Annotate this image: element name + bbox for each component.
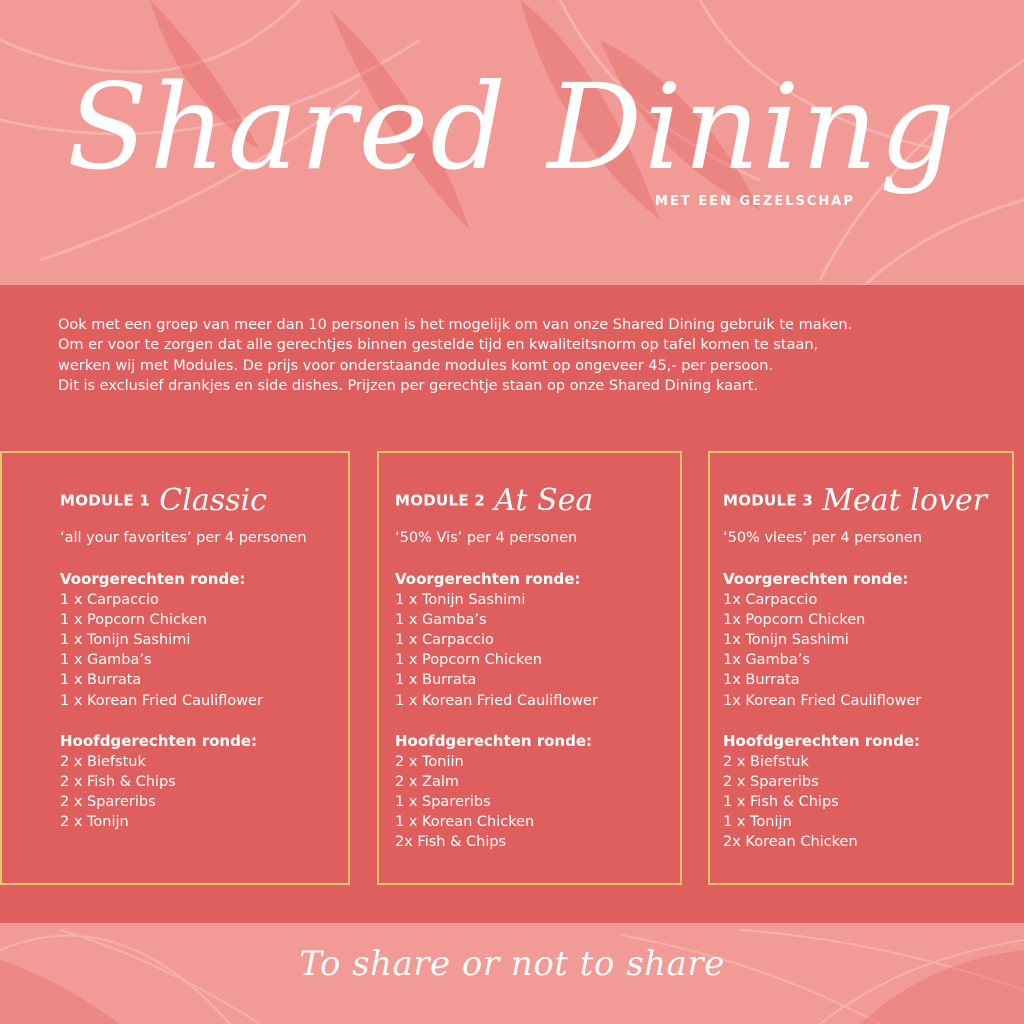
intro-line: werken wij met Modules. De prijs voor onderstaande modules komt op ongeveer 45,- per persoon. [58,357,774,374]
module-label: MODULE 3 [723,491,814,510]
mains-list [60,752,257,833]
list-item: 1 x Fish & Chips [723,793,839,810]
module-card-1 [0,451,350,885]
module-heading [60,483,267,518]
list-item: 1 x Tonijn Sashimi [60,631,191,648]
list-item: 2 x Tonijn [60,814,129,831]
list-item: 2 x Fish & Chips [60,773,176,790]
mains-title: Hoofdgerechten ronde: [723,732,921,750]
page-subtitle: MET EEN GEZELSCHAP [655,194,855,209]
list-item: 1x Carpaccio [723,591,818,608]
module-tagline: ‘all your favorites’ per 4 personen [60,530,307,546]
list-item: 1 x Spareribs [395,793,491,810]
list-item: 2 x Spareribs [723,773,819,790]
mains-section [395,731,592,853]
list-item: 1 x Korean Chicken [395,814,535,831]
module-label: MODULE 1 [60,491,151,510]
starters-list [395,590,598,711]
starters-list [723,590,921,711]
module-tagline: ‘50% Vis’ per 4 personen [395,530,578,546]
list-item: 2x Fish & Chips [395,834,507,851]
list-item: 1 x Burrata [395,672,477,689]
list-item: 1 x Korean Fried Cauliflower [395,692,598,709]
module-label: MODULE 2 [395,491,486,510]
starters-section [60,569,263,711]
intro-line: Ook met een groep van meer dan 10 personen is het mogelijk om van onze Shared Dining gebruik te maken. [58,317,853,333]
list-item: 2 x Spareribs [60,793,156,810]
starters-title: Voorgerechten ronde: [395,570,581,588]
list-item: 1 x Popcorn Chicken [395,652,542,669]
list-item: 1 x Popcorn Chicken [60,611,207,628]
list-item: 2 x Biefstuk [723,753,809,770]
list-item: 1 x Burrata [60,672,142,689]
list-item: 1x Korean Fried Cauliflower [723,692,922,709]
module-name: At Sea [494,483,594,518]
list-item: 2 x Biefstuk [60,753,146,770]
module-card-2 [377,451,682,885]
mains-section [723,731,920,853]
list-item: 1 x Carpaccio [60,591,159,608]
starters-title: Voorgerechten ronde: [723,570,909,588]
intro-line: Dit is exclusief drankjes en side dishes. Prijzen per gerechtje staan op onze Shared Dining kaart. [58,377,759,394]
list-item: 1x Tonijn Sashimi [723,631,849,648]
list-item: 2 x Toniin [395,753,464,770]
module-heading [723,483,987,518]
starters-title: Voorgerechten ronde: [60,570,246,588]
intro-text [58,315,988,396]
list-item: 1 x Tonijn Sashimi [395,591,526,608]
mains-title: Hoofdgerechten ronde: [60,732,258,750]
list-item: 1x Burrata [723,672,800,689]
mains-list [723,752,920,853]
intro-line: Om er voor te zorgen dat alle gerechtjes binnen gestelde tijd en kwaliteitsnorm op tafel komen te staan, [58,337,819,354]
footer-slogan: To share or not to share [299,944,725,984]
list-item: 1x Gamba’s [723,652,810,669]
module-name: Classic [159,483,267,518]
list-item: 1 x Korean Fried Cauliflower [60,692,263,709]
list-item: 1 x Carpaccio [395,631,494,648]
list-item: 1 x Tonijn [723,814,792,831]
list-item: 2x Korean Chicken [723,834,858,851]
module-heading [395,483,594,518]
module-tagline: ‘50% vlees’ per 4 personen [723,530,923,546]
starters-list [60,590,263,711]
mains-section [60,731,257,832]
module-name: Meat lover [822,483,987,518]
mains-list [395,752,592,853]
starters-section [723,569,921,711]
list-item: 2 x Zalm [395,773,459,790]
starters-section [395,569,598,711]
list-item: 1x Popcorn Chicken [723,611,866,628]
page-title: Shared Dining [66,58,958,196]
mains-title: Hoofdgerechten ronde: [395,732,593,750]
list-item: 1 x Gamba’s [60,652,152,669]
module-card-3 [708,451,1014,885]
list-item: 1 x Gamba’s [395,611,487,628]
